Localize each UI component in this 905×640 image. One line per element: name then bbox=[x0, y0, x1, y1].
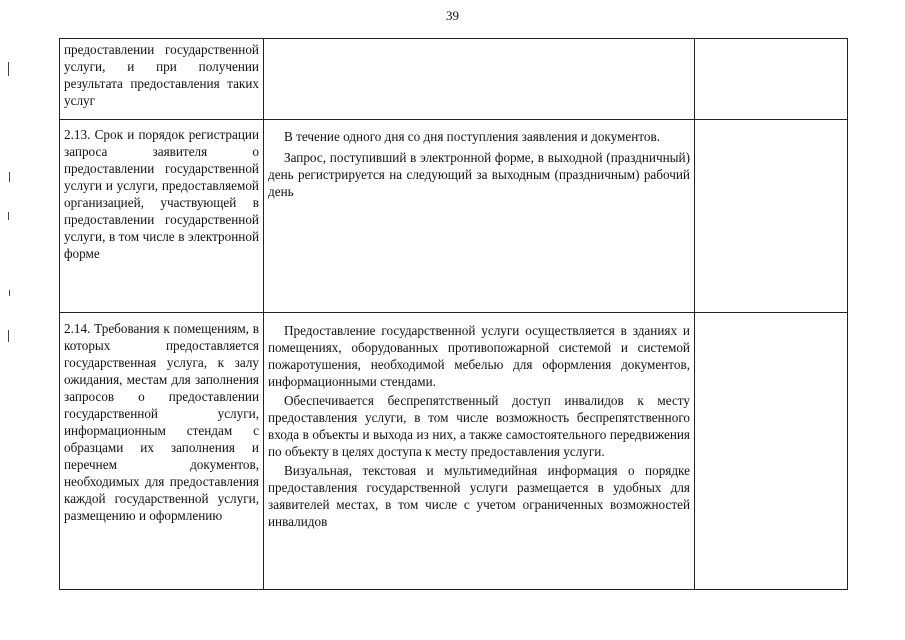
table-row bbox=[60, 39, 848, 120]
scan-margin-marks bbox=[0, 0, 14, 640]
criterion-cell bbox=[60, 313, 264, 590]
description-cell bbox=[264, 39, 695, 120]
criterion-text: Требования к помещениям, в которых предоставляется государственная услуга, к залу ожидания, местам для заполнения запросов о предоставлении государственной услуги, информационным стендам с образцами их заполнения и перечнем документов, необходимых для предоставления каждой государственной услуги, размещению и оформлению bbox=[64, 321, 260, 523]
description-paragraph: Запрос, поступивший в электронной форме, в выходной (праздничный) день регистрируется на следующий за выходным (праздничным) рабочий день bbox=[268, 150, 690, 199]
note-cell bbox=[695, 313, 848, 590]
criterion-text: Срок и порядок регистрации запроса заявителя о предоставлении государственной услуги и услуги, предоставляемой организацией, участвующей в предоставлении государственной услуги, в том числе в электронной форме bbox=[64, 127, 260, 261]
note-cell bbox=[695, 39, 848, 120]
criterion-cell bbox=[60, 39, 264, 120]
note-cell bbox=[695, 120, 848, 313]
description-paragraph: Обеспечивается беспрепятственный доступ инвалидов к месту предоставления услуги, в том числе возможность беспрепятственного входа в объекты и выхода из них, а также самостоятельного передвижения по объекту в целях доступа к месту предоставления услуги. bbox=[268, 393, 690, 459]
criterion-cell bbox=[60, 120, 264, 313]
description-paragraph: Визуальная, текстовая и мультимедийная информация о порядке предоставления государственной услуги размещается в удобных для заявителей местах, в том числе с учетом ограниченных возможностей инвалидов bbox=[268, 463, 690, 529]
regulation-table bbox=[59, 38, 848, 590]
criterion-text: предоставлении государственной услуги, и при получении результата предоставления таких услуг bbox=[64, 42, 259, 108]
section-number: 2.13. bbox=[64, 127, 91, 142]
table-row bbox=[60, 120, 848, 313]
description-paragraph: Предоставление государственной услуги осуществляется в зданиях и помещениях, оборудованных противопожарной системой и системой пожаротушения, необходимой мебелью для оформления документов, информационными стендами. bbox=[268, 323, 690, 389]
table-row bbox=[60, 313, 848, 590]
description-cell bbox=[264, 313, 695, 590]
description-paragraph: В течение одного дня со дня поступления заявления и документов. bbox=[284, 129, 661, 144]
section-number: 2.14. bbox=[64, 321, 91, 336]
description-cell bbox=[264, 120, 695, 313]
page-number: 39 bbox=[446, 8, 459, 23]
